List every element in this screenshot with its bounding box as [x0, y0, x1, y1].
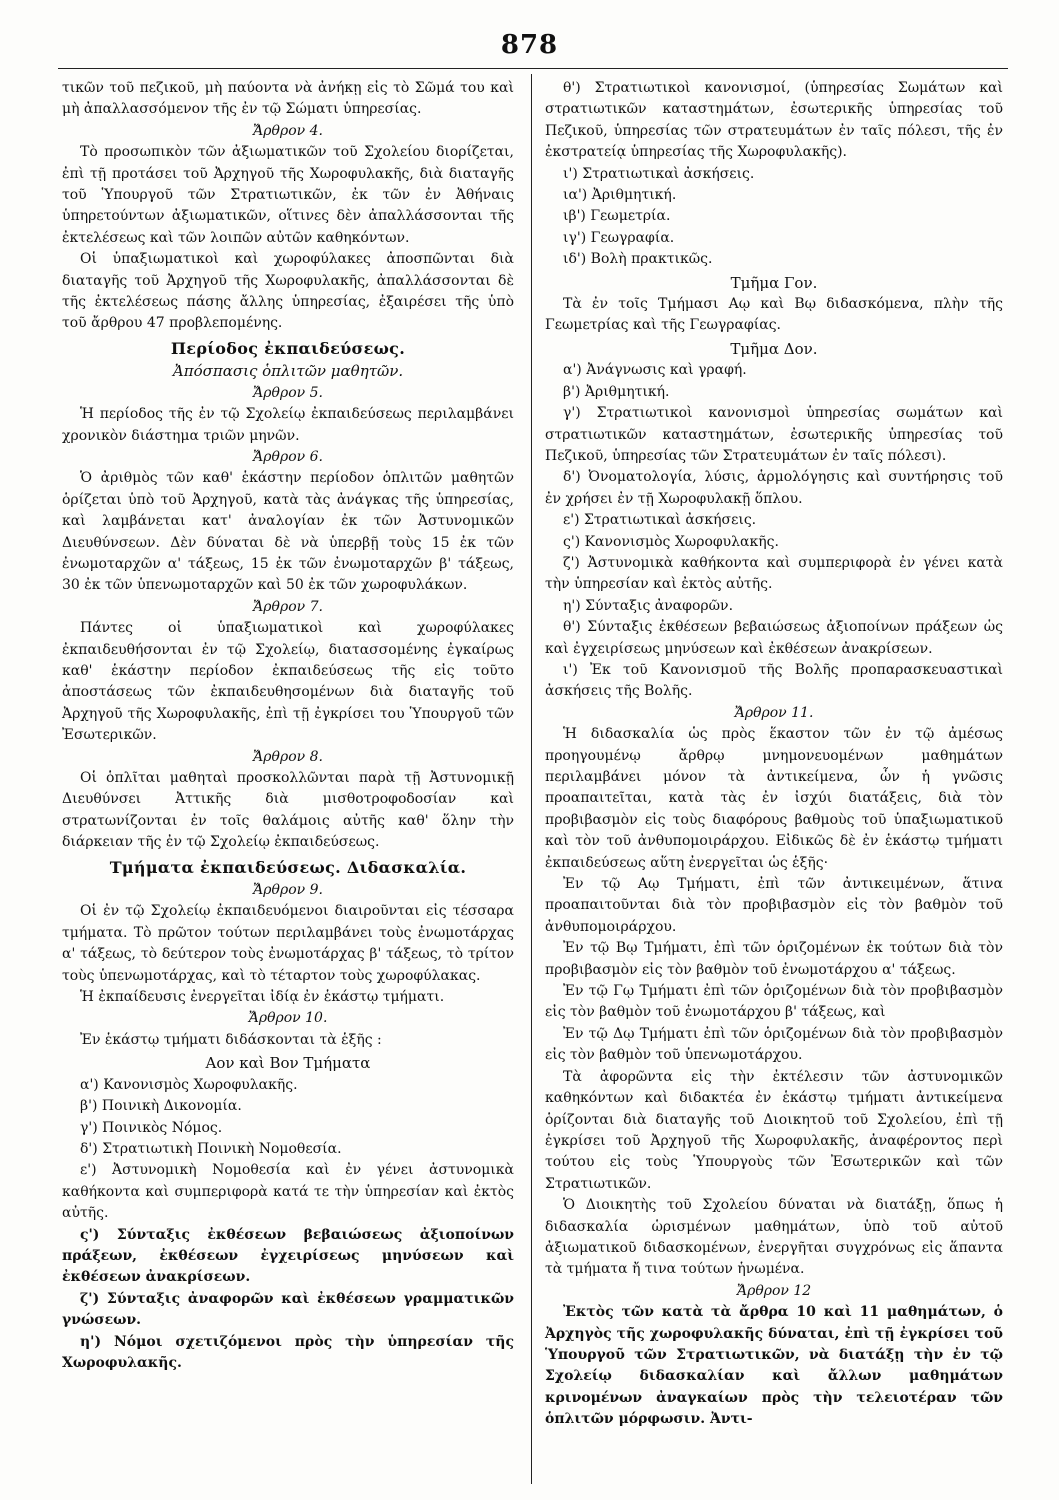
list-item: γ') Στρατιωτικοὶ κανονισμοὶ ὑπηρεσίας σωμάτων καὶ στρατιωτικῶν καταστημάτων, ἐσωτερικῆς ὑπηρεσίας τοῦ Πεζικοῦ, ὑπηρεσίας τῶν Στρατευμάτων ἐν ταῖς πόλεσι).: [545, 405, 1003, 464]
article-11-paragraph-4: Ἐν τῷ Γῳ Τμήματι ἐπὶ τῶν ὁριζομένων διὰ τὸν προβιβασμὸν εἰς τὸν βαθμὸν τοῦ ἐνωμοτάρχου β' τάξεως, καὶ: [545, 983, 1003, 1021]
part-ab-heading: Αον καὶ Βον Τμήματα: [205, 1054, 371, 1073]
right-column: [545, 78, 1003, 1431]
section-heading-tmimata: Τμήματα ἐκπαιδεύσεως. Διδασκαλία.: [109, 857, 467, 877]
article-8-heading: Ἄρθρον 8.: [253, 748, 323, 765]
list-item: δ') Στρατιωτικὴ Ποινικὴ Νομοθεσία.: [80, 1140, 342, 1157]
list-item: η') Νόμοι σχετιζόμενοι πρὸς τὴν ὑπηρεσίαν τῆς Χωροφυλακῆς.: [62, 1333, 514, 1371]
list-item: ζ') Ἀστυνομικὰ καθήκοντα καὶ συμπεριφορὰ ἐν γένει κατὰ τὴν ὑπηρεσίαν καὶ ἐκτὸς αὐτῆς.: [545, 554, 1003, 593]
subheading-apospasis: Ἀπόσπασις ὁπλιτῶν μαθητῶν.: [172, 362, 404, 381]
article-8-paragraph: Οἱ ὁπλῖται μαθηταὶ προσκολλῶνται παρὰ τῇ Ἀστυνομικῇ Διευθύνσει Ἀττικῆς διὰ μισθοτροφοδοσίαν καὶ στρατωνίζονται ἐν τοῖς θαλάμοις αὐτῆς καθ' ὅλην τὴν διάρκειαν τῆς ἐν τῷ Σχολείῳ ἐκπαιδεύσεως.: [62, 770, 514, 851]
article-11-paragraph-1: Ἡ διδασκαλία ὡς πρὸς ἕκαστον τῶν ἐν τῷ ἀμέσως προηγουμένῳ ἄρθρῳ μνημονευομένων μαθημάτων περιλαμβάνει μόνον τὰ ἀντικείμενα, ὧν ἡ γνῶσις προαπαιτεῖται, κατὰ τὰς ἐν ἰσχύι διατάξεις, διὰ τὸν προβιβασμὸν εἰς τοὺς διαφόρους βαθμοὺς τοῦ ὑπαξιωματικοῦ καὶ τὸν τοῦ ἀνθυπομοιράρχου. Εἰδικῶς δὲ ἐν ἑκάστῳ τμήματι ἐκπαιδεύσεως αὕτη ἐνεργεῖται ὡς ἑξῆς·: [545, 726, 1003, 871]
article-5-heading: Ἄρθρον 5.: [253, 384, 323, 401]
article-9-heading: Ἄρθρον 9.: [253, 882, 323, 899]
page-number: 878: [500, 30, 559, 60]
article-11-heading: Ἄρθρον 11.: [734, 704, 814, 721]
list-item: ς') Κανονισμὸς Χωροφυλακῆς.: [563, 533, 779, 550]
part-g-paragraph: Τὰ ἐν τοῖς Τμήμασι Αῳ καὶ Βῳ διδασκόμενα, πλὴν τῆς Γεωμετρίας καὶ τῆς Γεωγραφίας.: [545, 296, 1003, 334]
article-12-paragraph: Ἐκτὸς τῶν κατὰ τὰ ἄρθρα 10 καὶ 11 μαθημάτων, ὁ Ἀρχηγὸς τῆς χωροφυλακῆς δύναται, ἐπὶ τῇ ἐγκρίσει τοῦ Ὑπουργοῦ τῶν Στρατιωτικῶν, νὰ διατάξῃ τὴν ἐν τῷ Σχολείῳ διδασκαλίαν καὶ ἄλλων μαθημάτων κρινομένων ἀναγκαίων πρὸς τὴν τελειοτέραν τῶν ὁπλιτῶν μόρφωσιν. Ἀντι-: [545, 1304, 1003, 1428]
article-10-heading: Ἄρθρον 10.: [248, 1010, 328, 1027]
intro-paragraph: τικῶν τοῦ πεζικοῦ, μὴ παύοντα νὰ ἀνήκῃ εἰς τὸ Σῶμά του καὶ μὴ ἀπαλλασσόμενον τῆς ἐν τῷ Σώματι ὑπηρεσίας.: [62, 80, 514, 118]
list-item: ι') Ἐκ τοῦ Κανονισμοῦ τῆς Βολῆς προπαρασκευαστικαὶ ἀσκήσεις τῆς Βολῆς.: [545, 661, 1003, 700]
article-6-heading: Ἄρθρον 6.: [253, 448, 323, 465]
list-item: β') Ἀριθμητική.: [563, 383, 670, 400]
article-11-paragraph-5: Ἐν τῷ Δῳ Τμήματι ἐπὶ τῶν ὁριζομένων διὰ τὸν προβιβασμὸν εἰς τὸν βαθμὸν τοῦ ὑπενωμοτάρχου.: [545, 1025, 1003, 1064]
list-item: γ') Ποινικὸς Νόμος.: [80, 1119, 223, 1136]
list-item: η') Σύνταξις ἀναφορῶν.: [563, 597, 734, 614]
part-d-heading: Τμῆμα Δον.: [730, 339, 818, 358]
article-11-paragraph-7: Ὁ Διοικητὴς τοῦ Σχολείου δύναται νὰ διατάξῃ, ὅπως ἡ διδασκαλία ὡρισμένων μαθημάτων, ὑπὸ τοῦ αὐτοῦ ἀξιωματικοῦ διδασκομένων, ἐνεργῆται συγχρόνως εἰς ἅπαντα τὰ τμήματα ἤ τινα τούτων ἡνωμένα.: [545, 1197, 1003, 1278]
list-item: θ') Στρατιωτικοὶ κανονισμοί, (ὑπηρεσίας Σωμάτων καὶ στρατιωτικῶν καταστημάτων, ἐσωτερικῆς ὑπηρεσίας τοῦ Πεζικοῦ, ὑπηρεσίας τῶν στρατευμάτων ἐν ταῖς πόλεσι, τῆς ἐν ἐκστρατείᾳ ὑπηρεσίας τῆς Χωροφυλακῆς).: [545, 80, 1003, 161]
article-11-paragraph-6: Τὰ ἀφορῶντα εἰς τὴν ἐκτέλεσιν τῶν ἀστυνομικῶν καθηκόντων καὶ διδακτέα ἐν ἑκάστῳ τμήματι ἀντικείμενα ὁρίζονται διὰ διαταγῆς τοῦ Διοικητοῦ τοῦ Σχολείου, ἐπὶ τῇ ἐγκρίσει τοῦ Ἀρχηγοῦ τῆς Χωροφυλακῆς, ἀναφέροντος περὶ τούτου εἰς τοὺς Ὑπουργοὺς τῶν Ἐσωτερικῶν καὶ τῶν Στρατιωτικῶν.: [545, 1068, 1003, 1192]
article-7-paragraph: Πάντες οἱ ὑπαξιωματικοὶ καὶ χωροφύλακες ἐκπαιδευθήσονται ἐν τῷ Σχολείῳ, διατασσομένης ἐγκαίρως καθ' ἑκάστην περίοδον ἐκπαιδεύσεως τῆς εἰς τοῦτο ἀποστάσεως τῶν ἐκπαιδευθησομένων διὰ διαταγῆς τοῦ Ἀρχηγοῦ τῆς Χωροφυλακῆς, ἐπὶ τῇ ἐγκρίσει του Ὑπουργοῦ τῶν Ἐσωτερικῶν.: [62, 620, 514, 744]
list-item: α') Ἀνάγνωσις καὶ γραφή.: [563, 362, 747, 379]
article-11-paragraph-3: Ἐν τῷ Βῳ Τμήματι, ἐπὶ τῶν ὁριζομένων ἐκ τούτων διὰ τὸν προβιβασμὸν εἰς τὸν βαθμὸν τοῦ ἐνωμοτάρχου α' τάξεως.: [545, 940, 1003, 978]
list-item: ιδ') Βολὴ πρακτικῶς.: [563, 251, 713, 268]
article-9-paragraph-2: Ἡ ἐκπαίδευσις ἐνεργεῖται ἰδίᾳ ἐν ἑκάστῳ τμήματι.: [80, 989, 445, 1006]
list-item: ζ') Σύνταξις ἀναφορῶν καὶ ἐκθέσεων γραμματικῶν γνώσεων.: [62, 1290, 514, 1329]
article-4-heading: Ἄρθρον 4.: [253, 122, 323, 139]
part-g-heading: Τμῆμα Γον.: [730, 273, 818, 292]
list-item: ς') Σύνταξις ἐκθέσεων βεβαιώσεως ἀξιοποίνων πράξεων, ἐκθέσεων ἐγχειρίσεως μηνύσεων καὶ ἐκθέσεων ἀνακρίσεων.: [62, 1226, 514, 1286]
list-item: ια') Ἀριθμητική.: [563, 187, 677, 204]
list-item: ε') Ἀστυνομικὴ Νομοθεσία καὶ ἐν γένει ἀστυνομικὰ καθήκοντα καὶ συμπεριφορὰ κατά τε τὴν ὑπηρεσίαν καὶ ἐκτὸς αὐτῆς.: [62, 1162, 514, 1222]
article-4-paragraph-2: Οἱ ὑπαξιωματικοὶ καὶ χωροφύλακες ἀποσπῶνται διὰ διαταγῆς τοῦ Ἀρχηγοῦ τῆς Χωροφυλακῆς, ἀπαλλάσσονται δὲ τῆς ἐκτελέσεως πάσης ἄλλης ὑπηρεσίας, ἐξαιρέσει τῆς ὑπὸ τοῦ ἄρθρου 47 προβλεπομένης.: [62, 251, 514, 332]
article-7-heading: Ἄρθρον 7.: [253, 598, 323, 615]
article-9-paragraph-1: Οἱ ἐν τῷ Σχολείῳ ἐκπαιδευόμενοι διαιροῦνται εἰς τέσσαρα τμήματα. Τὸ πρῶτον τούτων περιλαμβάνει τοὺς ἐνωμοτάρχας α' τάξεως, τὸ δεύτερον τοὺς ἐνωμοτάρχας β' τάξεως, τὸ τρίτον τοὺς ὑπενωμοτάρχας, καὶ τὸ τέταρτον τοὺς χωροφύλακας.: [62, 903, 514, 984]
list-item: α') Κανονισμὸς Χωροφυλακῆς.: [80, 1076, 298, 1093]
list-item: ι') Στρατιωτικαὶ ἀσκήσεις.: [563, 165, 755, 182]
left-column: [62, 78, 514, 1374]
list-item: θ') Σύνταξις ἐκθέσεων βεβαιώσεως ἀξιοποίνων πράξεων ὡς καὶ ἐγχειρίσεως μηνύσεων καὶ ἐκθέσεων ἀνακρίσεων.: [545, 619, 1003, 657]
list-item: ιβ') Γεωμετρία.: [563, 208, 671, 225]
list-item: δ') Ὀνοματολογία, λύσις, ἁρμολόγησις καὶ συντήρησις τοῦ ἐν χρήσει ἐν τῇ Χωροφυλακῇ ὅπλου.: [545, 469, 1003, 507]
article-11-paragraph-2: Ἐν τῷ Αῳ Τμήματι, ἐπὶ τῶν ἀντικειμένων, ἅτινα προαπαιτοῦνται διὰ τὸν προβιβασμὸν εἰς τὸν βαθμὸν τοῦ ἀνθυπομοιράρχου.: [545, 876, 1003, 935]
column-separator: [531, 74, 532, 1484]
header-rule: [58, 68, 1008, 69]
article-12-heading: Ἄρθρον 12: [736, 1282, 812, 1299]
article-4-paragraph-1: Τὸ προσωπικὸν τῶν ἀξιωματικῶν τοῦ Σχολείου διορίζεται, ἐπὶ τῇ προτάσει τοῦ Ἀρχηγοῦ τῆς Χωροφυλακῆς, διὰ διαταγῆς τοῦ Ὑπουργοῦ τῶν Στρατιωτικῶν, ἐκ τῶν ἐν Ἀθήναις ὑπηρετούντων ἀξιωματικῶν, οἵτινες δὲν ἀπαλλάσσονται τῆς ἐκτελέσεως καὶ τῶν λοιπῶν αὐτῶν καθηκόντων.: [62, 144, 514, 246]
article-6-paragraph: Ὁ ἀριθμὸς τῶν καθ' ἑκάστην περίοδον ὁπλιτῶν μαθητῶν ὁρίζεται ὑπὸ τοῦ Ἀρχηγοῦ, κατὰ τὰς ἀνάγκας τῆς ὑπηρεσίας, καὶ λαμβάνεται κατ' ἀναλογίαν ἐκ τῶν Ἀστυνομικῶν Διευθύνσεων. Δὲν δύναται δὲ νὰ ὑπερβῇ τοὺς 15 ἐκ τῶν ἐνωμοταρχῶν α' τάξεως, 15 ἐκ τῶν ἐνωμοταρχῶν β' τάξεως, 30 ἐκ τῶν ὑπενωμοταρχῶν καὶ 50 ἐκ τῶν χωροφυλάκων.: [62, 470, 514, 594]
section-heading-period: Περίοδος ἐκπαιδεύσεως.: [170, 338, 406, 358]
article-10-paragraph: Ἐν ἑκάστῳ τμήματι διδάσκονται τὰ ἑξῆς :: [80, 1031, 382, 1048]
list-item: β') Ποινικὴ Δικονομία.: [80, 1098, 242, 1115]
list-item: ε') Στρατιωτικαὶ ἀσκήσεις.: [563, 512, 757, 529]
article-5-paragraph: Ἡ περίοδος τῆς ἐν τῷ Σχολείῳ ἐκπαιδεύσεως περιλαμβάνει χρονικὸν διάστημα τριῶν μηνῶν.: [62, 406, 514, 444]
list-item: ιγ') Γεωγραφία.: [563, 229, 675, 246]
